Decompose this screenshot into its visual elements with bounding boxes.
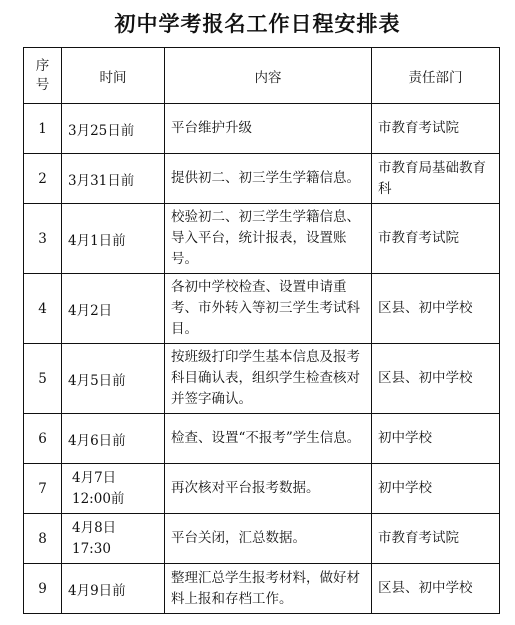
- row-dept: 区县、初中学校: [372, 344, 500, 414]
- row-number: 3: [24, 204, 62, 274]
- row-time: 4月7日12:00前: [62, 464, 165, 514]
- header-time: 时间: [62, 48, 165, 104]
- row-number: 7: [24, 464, 62, 514]
- table-row: [24, 274, 500, 344]
- row-content: 再次核对平台报考数据。: [165, 464, 372, 514]
- row-content: 整理汇总学生报考材料，做好材料上报和存档工作。: [165, 564, 372, 614]
- row-time: 4月8日17:30: [62, 514, 165, 564]
- table-row: [24, 104, 500, 154]
- table-row: [24, 154, 500, 204]
- row-dept: 区县、初中学校: [372, 564, 500, 614]
- row-time: 4月9日前: [62, 564, 165, 614]
- row-number: 8: [24, 514, 62, 564]
- table-row: [24, 344, 500, 414]
- row-number: 4: [24, 274, 62, 344]
- row-dept: 市教育考试院: [372, 514, 500, 564]
- row-dept: 市教育局基础教育科: [372, 154, 500, 204]
- row-number: 2: [24, 154, 62, 204]
- row-number: 6: [24, 414, 62, 464]
- table-row: [24, 464, 500, 514]
- schedule-table: [23, 47, 500, 614]
- table-header-row: [24, 48, 500, 104]
- row-time: 3月25日前: [62, 104, 165, 154]
- row-number: 9: [24, 564, 62, 614]
- row-time: 4月5日前: [62, 344, 165, 414]
- page-title: 初中学考报名工作日程安排表: [114, 11, 401, 36]
- header-content: 内容: [165, 48, 372, 104]
- row-content: 检查、设置“不报考”学生信息。: [165, 414, 372, 464]
- header-dept: 责任部门: [372, 48, 500, 104]
- row-content: 按班级打印学生基本信息及报考科目确认表，组织学生检查核对并签字确认。: [165, 344, 372, 414]
- row-content: 校验初二、初三学生学籍信息、导入平台，统计报表，设置账号。: [165, 204, 372, 274]
- row-content: 平台关闭，汇总数据。: [165, 514, 372, 564]
- row-content: 各初中学校检查、设置申请重考、市外转入等初三学生考试科目。: [165, 274, 372, 344]
- row-dept: 初中学校: [372, 414, 500, 464]
- row-content: 平台维护升级: [165, 104, 372, 154]
- row-dept: 市教育考试院: [372, 204, 500, 274]
- row-dept: 市教育考试院: [372, 104, 500, 154]
- row-time: 3月31日前: [62, 154, 165, 204]
- table-row: [24, 564, 500, 614]
- table-row: [24, 514, 500, 564]
- header-no: 序号: [24, 48, 62, 104]
- table-row: [24, 414, 500, 464]
- table-row: [24, 204, 500, 274]
- row-dept: 初中学校: [372, 464, 500, 514]
- row-number: 5: [24, 344, 62, 414]
- row-time: 4月1日前: [62, 204, 165, 274]
- row-number: 1: [24, 104, 62, 154]
- row-content: 提供初二、初三学生学籍信息。: [165, 154, 372, 204]
- row-time: 4月6日前: [62, 414, 165, 464]
- row-dept: 区县、初中学校: [372, 274, 500, 344]
- row-time: 4月2日: [62, 274, 165, 344]
